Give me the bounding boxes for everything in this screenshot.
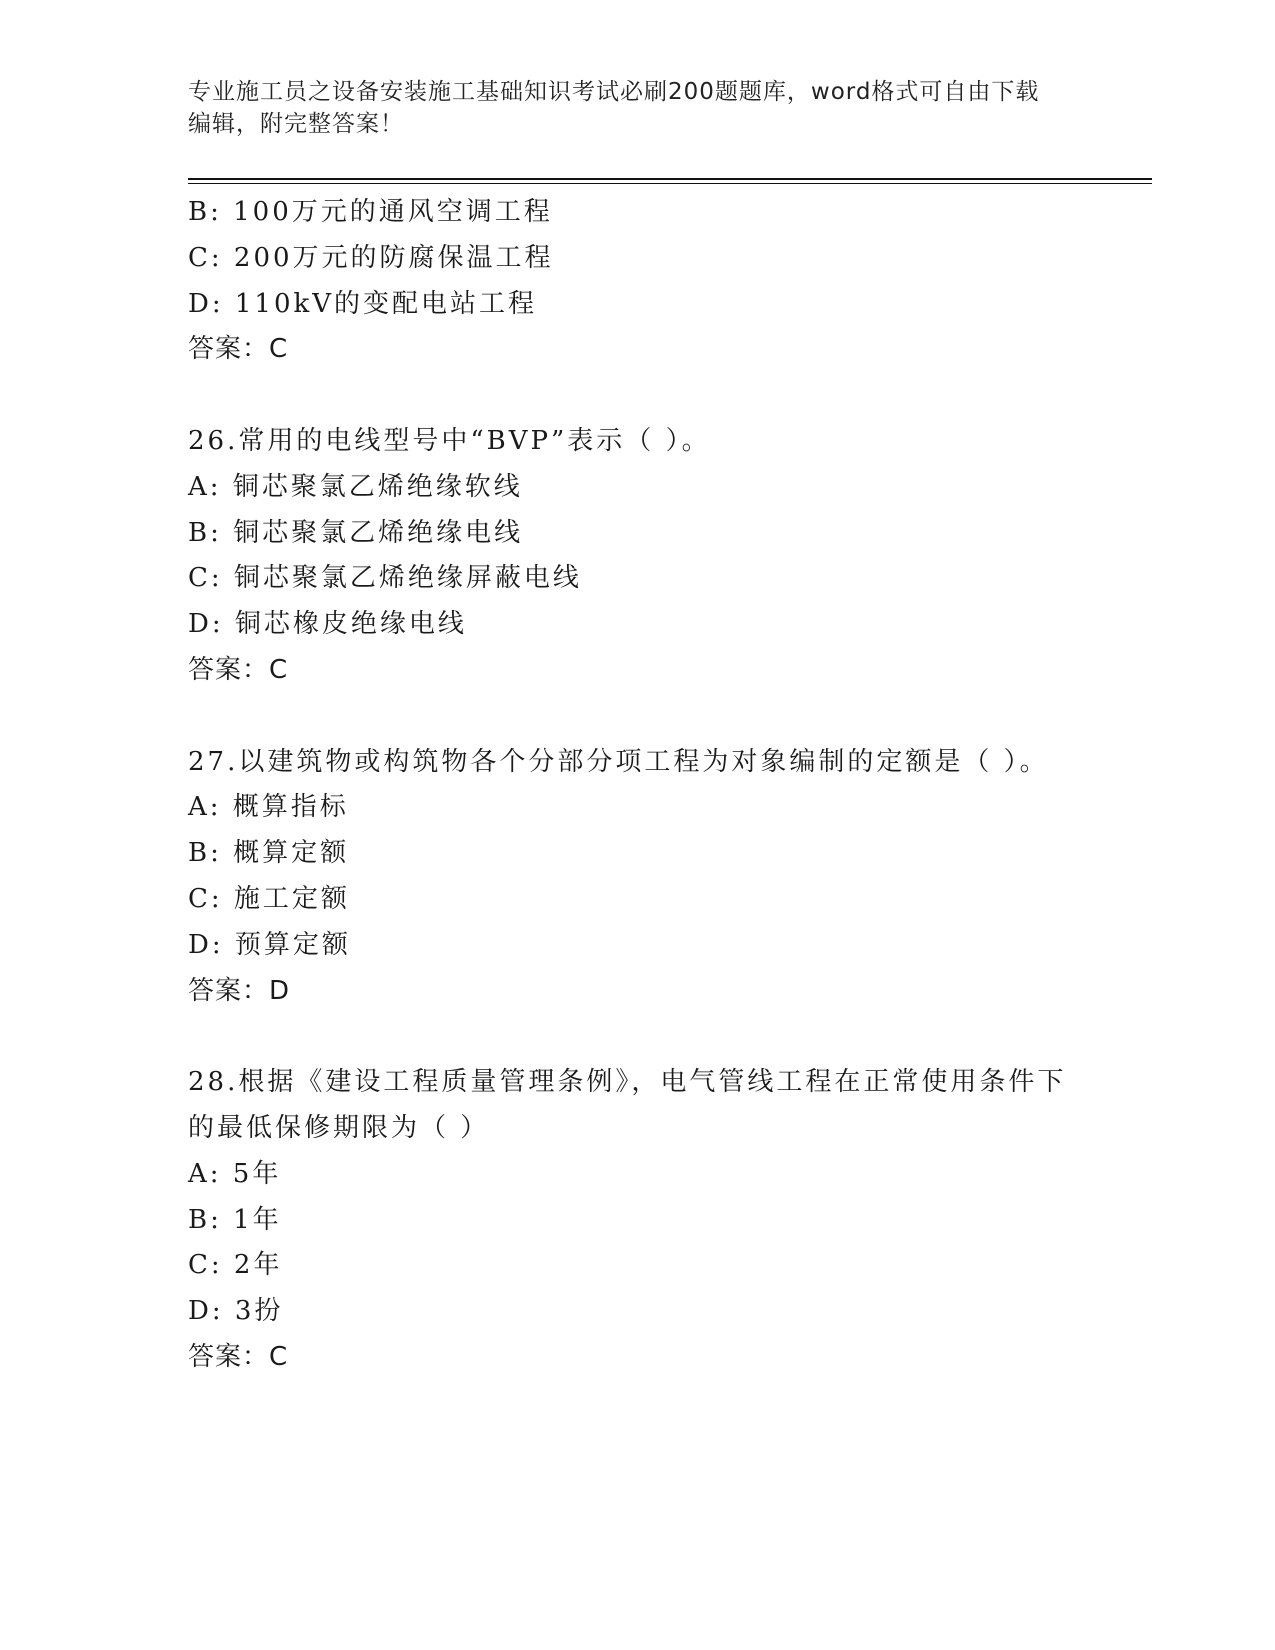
option-d: D: 预算定额 [188,929,351,960]
header-title-line-2: 编辑，附完整答案！ [188,111,404,137]
answer-line: 答案：C [188,1341,289,1372]
question-list [188,190,1152,1381]
question-stem: 27.以建筑物或构筑物各个分部分项工程为对象编制的定额是（ ）。 [188,746,1049,777]
option-c: C: 施工定额 [188,883,350,914]
option-d: D: 110kV的变配电站工程 [188,288,538,319]
question-25-continued [188,190,1152,373]
header-title-line-1: 专业施工员之设备安装施工基础知识考试必刷200题题库，word格式可自由下载 [188,79,1040,105]
option-c: C: 2年 [188,1250,283,1281]
spacer [188,694,1152,740]
document-header [188,76,1088,140]
header-rule-thin [188,183,1152,184]
option-d: D: 3扮 [188,1296,284,1327]
question-28 [188,1060,1152,1381]
question-stem-line-2: 的最低保修期限为（ ） [188,1112,490,1143]
answer-line: 答案：D [188,975,291,1006]
question-26 [188,419,1152,694]
question-stem-line-1: 28.根据《建设工程质量管理条例》，电气管线工程在正常使用条件下 [188,1067,1067,1098]
option-b: B: 铜芯聚氯乙烯绝缘电线 [188,517,524,548]
spacer [188,373,1152,419]
option-b: B: 概算定额 [188,838,350,869]
option-b: B: 1年 [188,1204,282,1235]
option-c: C: 铜芯聚氯乙烯绝缘屏蔽电线 [188,563,582,594]
header-rule-thick [188,178,1152,180]
question-27 [188,740,1152,1015]
option-a: A: 概算指标 [188,792,349,823]
option-d: D: 铜芯橡皮绝缘电线 [188,609,467,640]
answer-line: 答案：C [188,654,289,685]
option-a: A: 铜芯聚氯乙烯绝缘软线 [188,471,523,502]
option-a: A: 5年 [188,1158,282,1189]
question-stem: 26.常用的电线型号中“BVP”表示（ ）。 [188,425,711,456]
option-c: C: 200万元的防腐保温工程 [188,242,554,273]
answer-line: 答案：C [188,334,289,365]
option-b: B: 100万元的通风空调工程 [188,197,553,227]
spacer [188,1014,1152,1060]
